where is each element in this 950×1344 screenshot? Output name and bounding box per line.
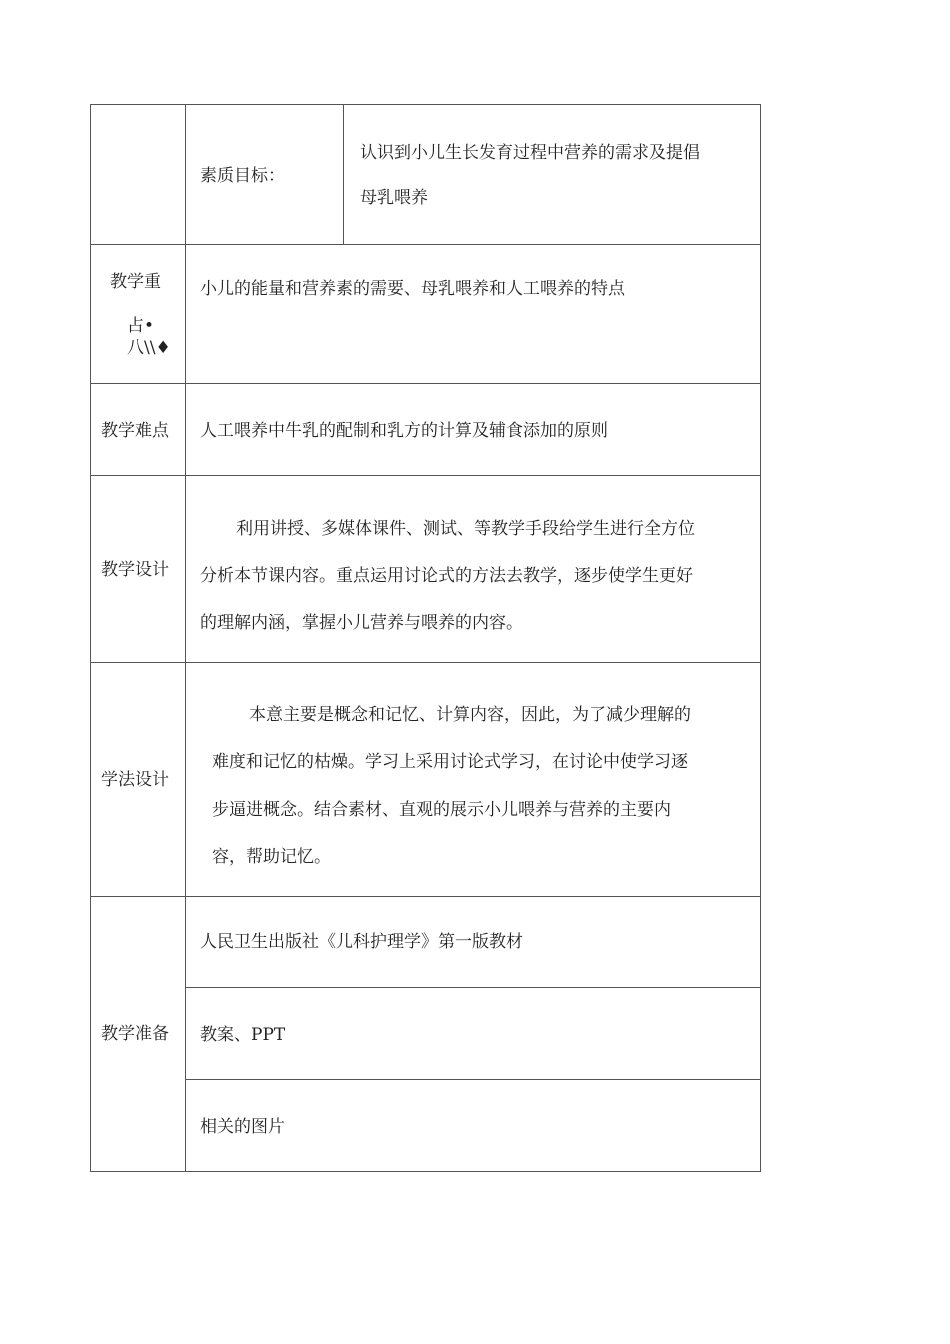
preparation-item-textbook: 人民卫生出版社《儿科护理学》第一版教材	[200, 932, 523, 952]
table-border-right	[760, 104, 761, 1172]
key-points-label-line-3: 八\\♦	[127, 338, 171, 358]
preparation-item-slides: 教案、PPT	[200, 1025, 286, 1045]
study-method-line-3: 步逼进概念。结合素材、直观的展示小儿喂养与营养的主要内	[212, 800, 671, 820]
design-line-2: 分析本节课内容。重点运用讨论式的方法去教学，逐步使学生更好	[200, 566, 693, 586]
key-points-label-line-1: 教学重	[110, 272, 161, 292]
table-row-divider	[90, 383, 761, 384]
design-line-3: 的理解内涵，掌握小儿营养与喂养的内容。	[200, 613, 523, 633]
preparation-label: 教学准备	[101, 1024, 169, 1044]
difficulties-content: 人工喂养中牛乳的配制和乳方的计算及辅食添加的原则	[200, 421, 608, 441]
table-row-divider	[90, 896, 761, 897]
quality-goal-line-1: 认识到小儿生长发育过程中营养的需求及提倡	[360, 143, 700, 163]
table-subrow-divider	[185, 987, 761, 988]
table-border-bottom	[90, 1171, 761, 1172]
table-border-left	[90, 104, 91, 1172]
design-label: 教学设计	[101, 560, 169, 580]
table-border-top	[90, 104, 761, 105]
table-row-divider	[90, 662, 761, 663]
table-row-divider	[90, 244, 761, 245]
study-method-line-2: 难度和记忆的枯燥。学习上采用讨论式学习，在讨论中使学习逐	[212, 752, 688, 772]
design-line-1: 利用讲授、多媒体课件、测试、等教学手段给学生进行全方位	[236, 519, 695, 539]
quality-goal-label: 素质目标：	[200, 166, 285, 186]
preparation-item-images: 相关的图片	[200, 1117, 285, 1137]
study-method-line-1: 本意主要是概念和记忆、计算内容，因此，为了减少理解的	[249, 705, 691, 725]
table-column-divider	[185, 104, 186, 1172]
study-method-line-4: 容，帮助记忆。	[212, 847, 331, 867]
key-points-content: 小儿的能量和营养素的需要、母乳喂养和人工喂养的特点	[200, 279, 625, 299]
table-subrow-divider	[185, 1079, 761, 1080]
quality-goal-line-2: 母乳喂养	[360, 188, 428, 208]
table-subcolumn-divider	[343, 104, 344, 244]
study-method-label: 学法设计	[101, 770, 169, 790]
difficulties-label: 教学难点	[101, 421, 169, 441]
key-points-label-line-2: 占•	[127, 316, 155, 336]
table-row-divider	[90, 475, 761, 476]
